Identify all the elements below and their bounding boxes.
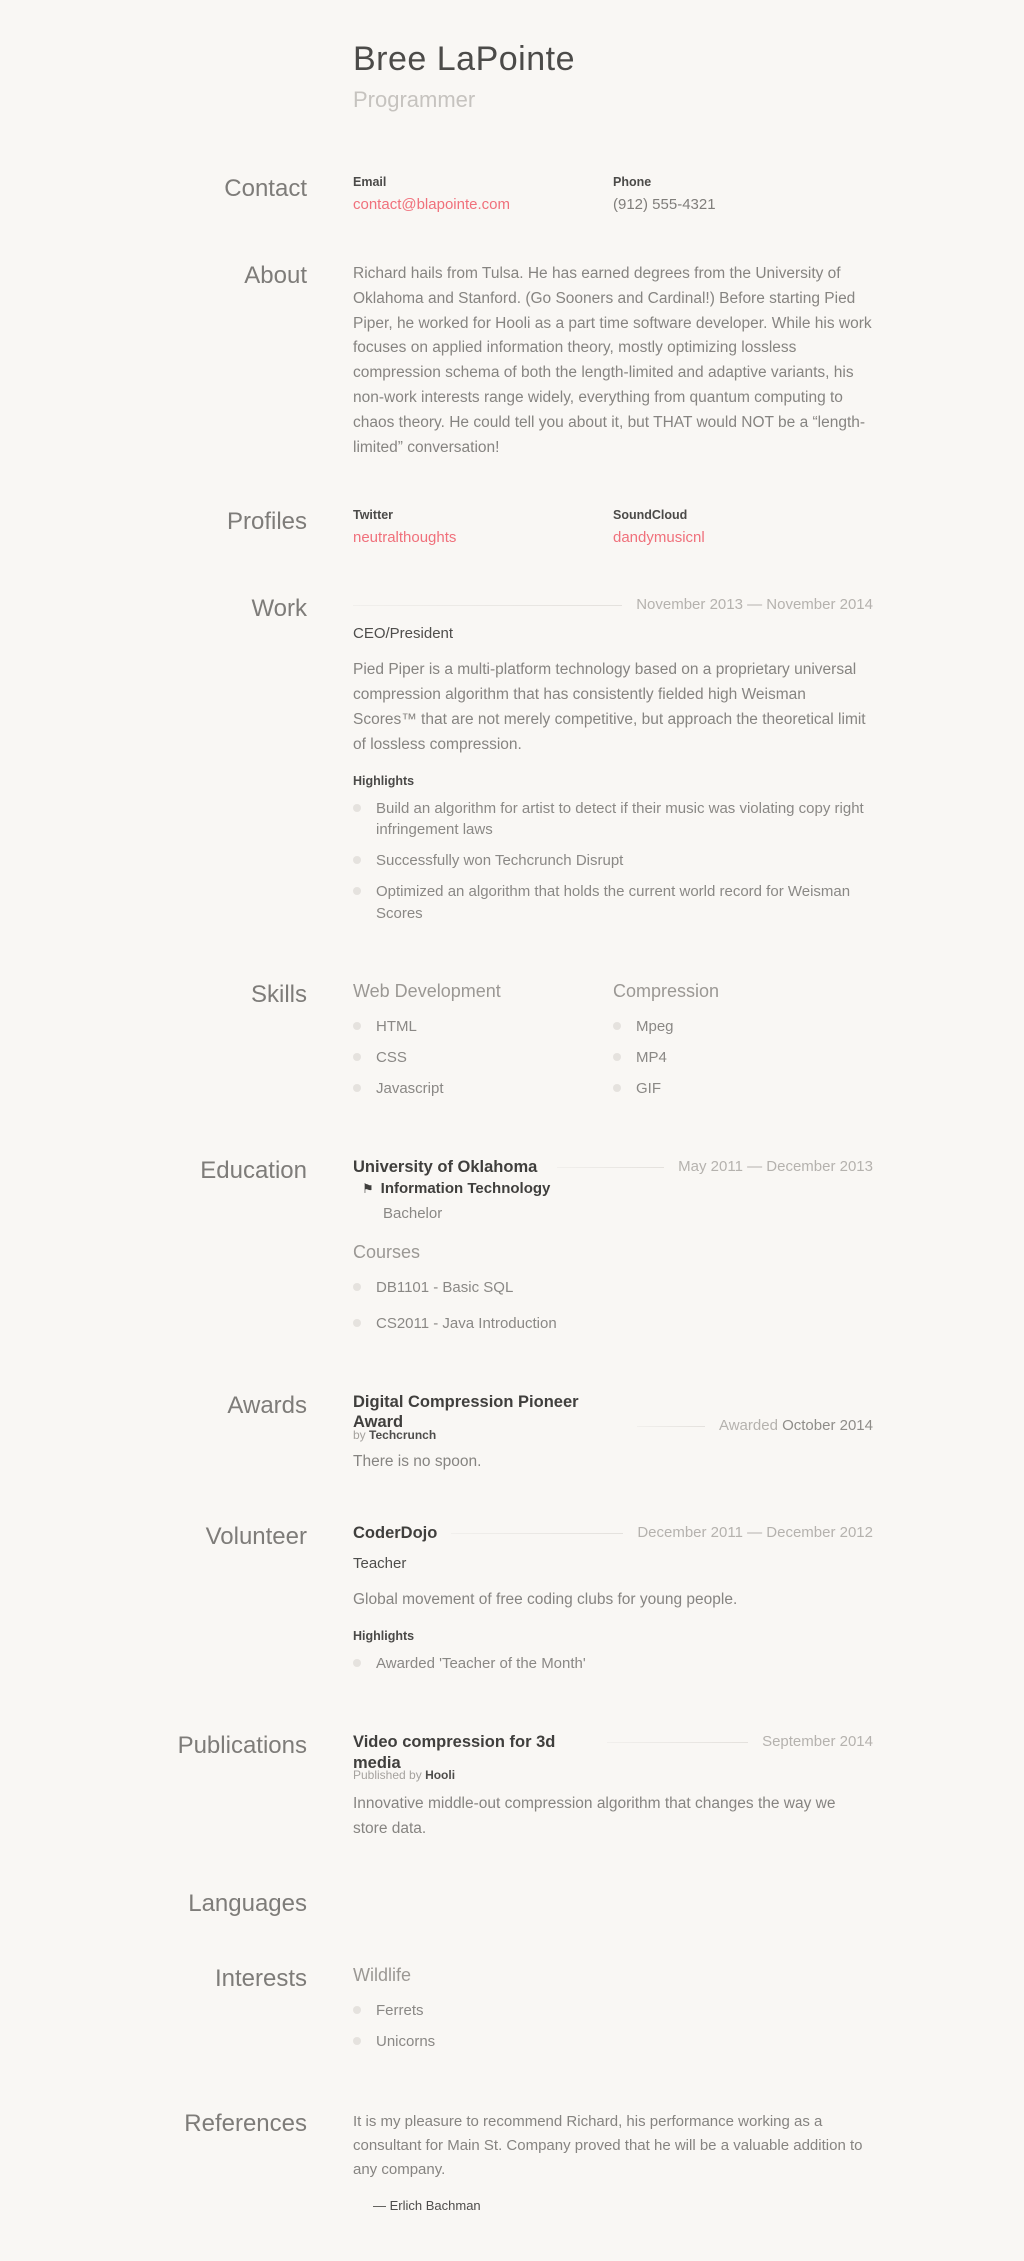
section-title-references: References: [184, 2109, 307, 2137]
interest-keyword-list: [353, 2000, 873, 2053]
section-languages: [173, 1890, 873, 1917]
award-entry: [353, 1392, 873, 1475]
volunteer-dates: December 2011 — December 2012: [637, 1523, 873, 1541]
skill-keyword-list: [353, 1016, 613, 1099]
highlight-item: Awarded 'Teacher of the Month': [353, 1653, 873, 1675]
section-skills: [173, 981, 873, 1108]
section-publications: [173, 1732, 873, 1842]
email-label: Email: [353, 175, 387, 189]
volunteer-summary: Global movement of free coding clubs for young people.: [353, 1591, 738, 1609]
volunteer-position: Teacher: [353, 1555, 407, 1573]
section-awards: [173, 1392, 873, 1475]
skill-group-compression: [613, 981, 873, 1108]
courses-label: Courses: [353, 1242, 421, 1263]
education-study-type: Bachelor: [383, 1205, 443, 1223]
section-title-work: Work: [251, 595, 307, 623]
section-volunteer: [173, 1523, 873, 1684]
profile-twitter: [353, 508, 613, 547]
volunteer-highlights-label: Highlights: [353, 1629, 415, 1644]
divider-line: [607, 1742, 748, 1743]
section-title-contact: Contact: [224, 175, 307, 202]
profile-soundcloud: [613, 508, 873, 547]
work-entry: [353, 595, 873, 933]
resume-page: [173, 0, 873, 2213]
section-title-awards: Awards: [227, 1391, 307, 1419]
award-summary: There is no spoon.: [353, 1452, 482, 1470]
reference-text: It is my pleasure to recommend Richard, his performance working as a consultant for Main St. Company proved that he will be a valuable addition to any company.: [353, 2112, 863, 2178]
phone-label: Phone: [613, 175, 652, 189]
graduation-flag-icon: ⚑: [362, 1181, 374, 1197]
soundcloud-link[interactable]: dandymusicnl: [613, 529, 705, 547]
award-awarder: Techcrunch: [369, 1427, 437, 1442]
volunteer-highlights-list: [353, 1653, 873, 1675]
person-label: Programmer: [353, 87, 476, 112]
skill-keyword: HTML: [353, 1016, 613, 1038]
award-date-value: October 2014: [782, 1416, 873, 1434]
contact-email-field: [353, 175, 613, 214]
section-references: [173, 2110, 873, 2213]
divider-line: [451, 1533, 623, 1534]
award-date: [719, 1392, 873, 1434]
reference-entry: [353, 2110, 873, 2213]
interest-keyword: Ferrets: [353, 2000, 873, 2022]
section-work: [173, 595, 873, 933]
skill-keyword: Mpeg: [613, 1016, 873, 1038]
work-dates: November 2013 — November 2014: [636, 596, 873, 614]
twitter-label: Twitter: [353, 508, 394, 523]
skill-keyword: CSS: [353, 1047, 613, 1069]
interest-keyword: Unicorns: [353, 2031, 873, 2053]
email-link[interactable]: contact@blapointe.com: [353, 196, 510, 213]
section-contact: [173, 175, 873, 214]
skill-keyword-list: [613, 1016, 873, 1099]
publication-date: September 2014: [762, 1732, 873, 1750]
section-title-volunteer: Volunteer: [205, 1522, 307, 1550]
volunteer-organization: CoderDojo: [353, 1523, 438, 1542]
section-education: [173, 1157, 873, 1344]
divider-line: [557, 1167, 664, 1168]
section-title-profiles: Profiles: [226, 508, 307, 536]
section-title-publications: Publications: [177, 1731, 307, 1759]
highlight-item: Successfully won Techcrunch Disrupt: [353, 850, 873, 872]
about-text: Richard hails from Tulsa. He has earned degrees from the University of Oklahoma and Stanford. (Go Sooners and Cardinal!) Before starting Pied Piper, he worked for Hooli as a part time software developer. While his work focuses on applied information theory, mostly optimizing lossless compression schema of both the length-limited and adaptive variants, his non-work interests range widely, everything from quantum computing to chaos theory. He could tell you about it, but THAT would NOT be a “length-limited” conversation!: [353, 265, 872, 456]
education-institution: University of Oklahoma: [353, 1157, 538, 1176]
work-summary: Pied Piper is a multi-platform technology based on a proprietary universal compression algorithm that has consistently fielded high Weisman Scores™ that are not merely competitive, but approach the theoretical limit of lossless compression.: [353, 661, 866, 753]
skill-keyword: MP4: [613, 1047, 873, 1069]
reference-name: — Erlich Bachman: [373, 2197, 481, 2213]
courses-list: [353, 1277, 873, 1335]
publication-byline: [353, 1768, 593, 1782]
section-interests: [173, 1965, 873, 2062]
award-title: Digital Compression Pioneer Award: [353, 1392, 579, 1432]
education-area: Information Technology: [380, 1180, 551, 1198]
interest-group-name: Wildlife: [353, 1965, 412, 1986]
skill-group-name: Web Development: [353, 981, 501, 1002]
skill-group-name: Compression: [613, 981, 720, 1002]
education-entry: [353, 1157, 873, 1344]
publication-publisher: Hooli: [425, 1768, 456, 1783]
course-item: CS2011 - Java Introduction: [353, 1313, 873, 1335]
section-title-interests: Interests: [214, 1965, 307, 1993]
section-title-about: About: [244, 262, 307, 289]
divider-line: [353, 605, 622, 606]
section-title-languages: Languages: [188, 1889, 307, 1917]
skill-keyword: Javascript: [353, 1078, 613, 1100]
award-byline: [353, 1428, 623, 1442]
work-position: CEO/President: [353, 625, 454, 643]
phone-value: (912) 555-4321: [613, 196, 716, 213]
twitter-link[interactable]: neutralthoughts: [353, 529, 457, 547]
highlight-item: Optimized an algorithm that holds the current world record for Weisman Scores: [353, 881, 873, 925]
publication-entry: [353, 1732, 873, 1842]
publication-summary: Innovative middle-out compression algorithm that changes the way we store data.: [353, 1795, 836, 1837]
section-about: [173, 262, 873, 460]
section-title-skills: Skills: [250, 981, 307, 1009]
section-title-education: Education: [200, 1156, 307, 1184]
work-highlights-list: [353, 798, 873, 925]
section-profiles: [173, 508, 873, 547]
interest-group: [353, 1965, 873, 2062]
languages-empty: [353, 1890, 873, 1894]
contact-phone-field: [613, 175, 873, 214]
publication-name: Video compression for 3d media: [353, 1732, 556, 1772]
skill-keyword: GIF: [613, 1078, 873, 1100]
highlight-item: Build an algorithm for artist to detect if their music was violating copy right infringement laws: [353, 798, 873, 842]
awarded-label: Awarded: [718, 1416, 778, 1434]
skill-group-web: [353, 981, 613, 1108]
divider-line: [637, 1426, 705, 1427]
volunteer-entry: [353, 1523, 873, 1684]
soundcloud-label: SoundCloud: [613, 508, 688, 523]
course-item: DB1101 - Basic SQL: [353, 1277, 873, 1299]
award-by-label: by: [353, 1427, 366, 1442]
published-by-label: Published by: [353, 1768, 422, 1783]
resume-header: [353, 40, 873, 113]
work-highlights-label: Highlights: [353, 773, 415, 788]
person-name: Bree LaPointe: [353, 40, 575, 78]
education-dates: May 2011 — December 2013: [678, 1157, 873, 1175]
